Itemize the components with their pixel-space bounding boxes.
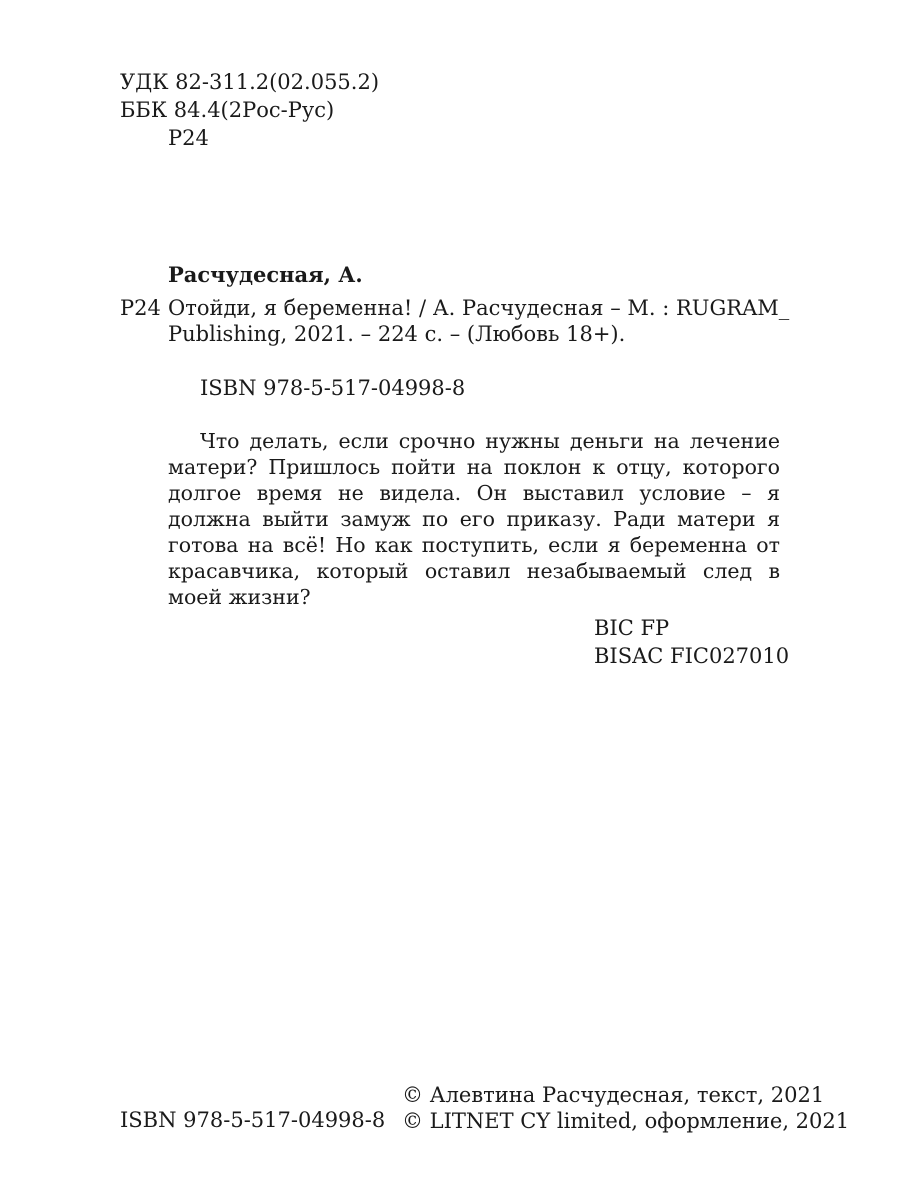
record-title-line: Отойди, я беременна! / А. Расчудесная – М. : RUGRAM_ [168, 296, 790, 320]
subject-codes [594, 614, 789, 670]
annotation-text: Что делать, если срочно нужны деньги на лечение матери? Пришлось пойти на поклон к отцу, которого долгое время не видела. Он выставил условие – я должна выйти замуж по его приказу. Ради матери я готова на всё! Но как поступить, если я беременна от красавчика, который оставил незабываемый след в моей жизни? [168, 429, 780, 609]
record-author: Расчудесная, А. [168, 262, 363, 287]
bic-code: BIC FP [594, 616, 670, 640]
annotation [168, 428, 780, 610]
record-author-code: Р24 [120, 296, 161, 320]
copyright-text: © Алевтина Расчудесная, текст, 2021 [402, 1083, 825, 1107]
footer-isbn: ISBN 978-5-517-04998-8 [120, 1108, 386, 1132]
copyright-block [402, 1082, 849, 1134]
record-isbn: ISBN 978-5-517-04998-8 [200, 376, 466, 400]
copyright-design: © LITNET CY limited, оформление, 2021 [402, 1109, 850, 1133]
author-mark: Р24 [168, 126, 209, 150]
record-publication-line: Publishing, 2021. – 224 с. – (Любовь 18+). [168, 322, 626, 346]
classification-block [120, 68, 379, 152]
bbk-code: ББК 84.4(2Рос-Рус) [120, 98, 335, 122]
bisac-code: BISAC FIC027010 [594, 644, 790, 668]
udk-code: УДК 82-311.2(02.055.2) [120, 70, 380, 94]
